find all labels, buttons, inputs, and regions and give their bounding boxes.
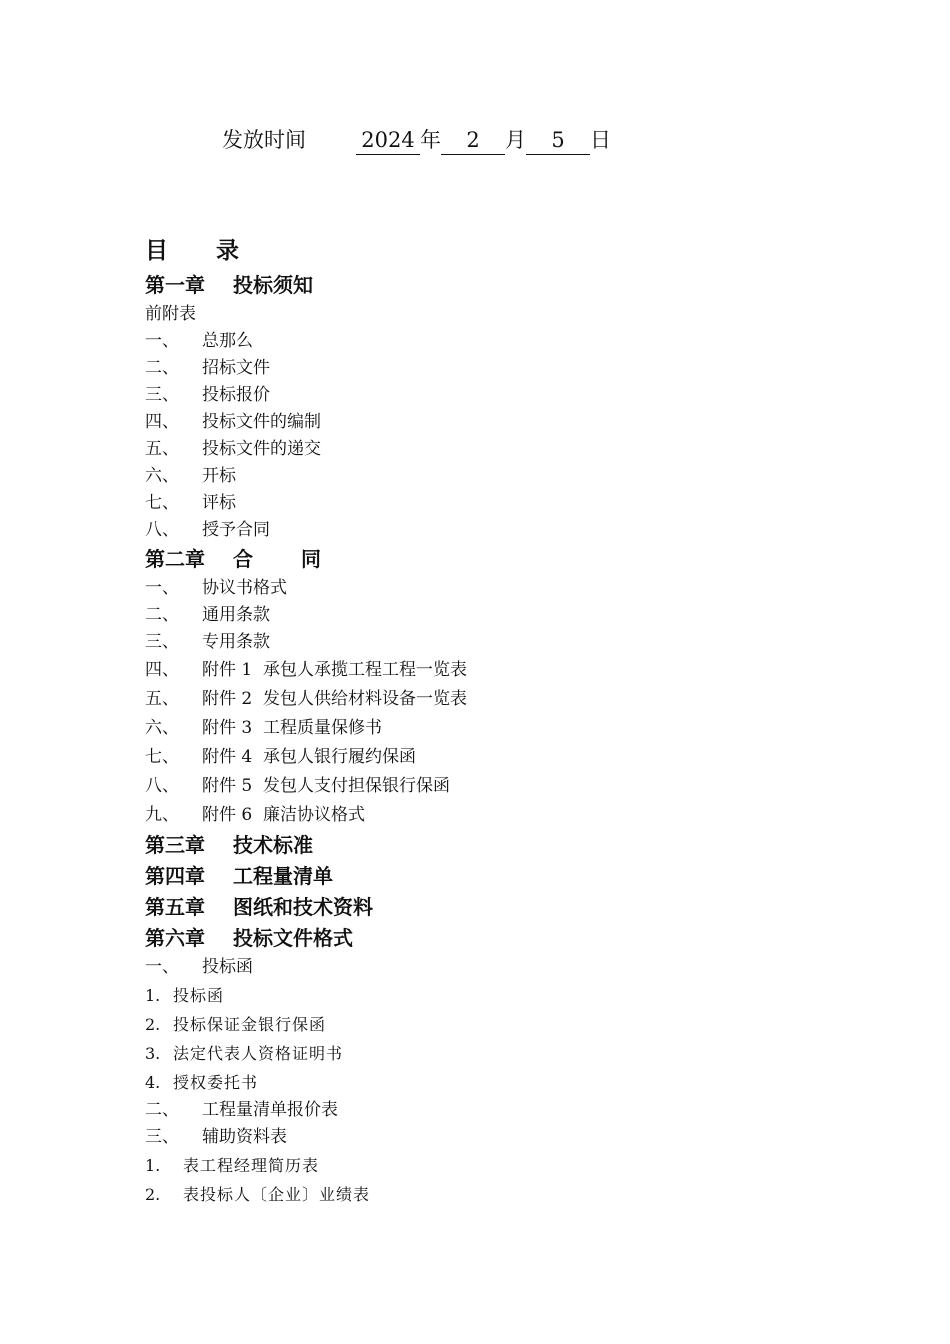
issue-year-unit: 年 xyxy=(420,128,441,152)
issue-day: 5 xyxy=(526,126,590,155)
issue-date-line xyxy=(222,124,611,155)
toc-title: 目 录 xyxy=(145,238,239,264)
issue-month: 2 xyxy=(441,126,505,155)
toc-item: 二、 通用条款 xyxy=(145,605,270,625)
toc-subitem: 3. 法定代表人资格证明书 xyxy=(145,1044,344,1063)
chapter-5-heading: 第五章 图纸和技术资料 xyxy=(145,895,373,919)
toc-item: 二、 工程量清单报价表 xyxy=(145,1100,338,1120)
toc-attachment-item: 七、 附件 4 承包人银行履约保函 xyxy=(145,747,416,767)
table-of-contents xyxy=(145,232,467,1209)
chapter-3-heading: 第三章 技术标准 xyxy=(145,833,313,857)
toc-attachment-item: 五、 附件 2 发包人供给材料设备一览表 xyxy=(145,689,467,709)
toc-item: 七、 评标 xyxy=(145,493,236,513)
toc-item: 六、 开标 xyxy=(145,466,236,486)
issue-date-label: 发放时间 xyxy=(222,128,306,152)
toc-subitem: 1. 投标函 xyxy=(145,986,225,1005)
chapter-1-heading: 第一章 投标须知 xyxy=(145,273,313,297)
toc-item: 一、 总那么 xyxy=(145,331,253,351)
toc-item: 八、 授予合同 xyxy=(145,520,270,540)
toc-attachment-item: 八、 附件 5 发包人支付担保银行保函 xyxy=(145,776,450,796)
toc-item: 三、 专用条款 xyxy=(145,632,270,652)
toc-subitem: 4. 授权委托书 xyxy=(145,1073,259,1092)
toc-subitem: 2. 表投标人〔企业〕业绩表 xyxy=(145,1185,371,1204)
chapter-4-heading: 第四章 工程量清单 xyxy=(145,864,333,888)
toc-subitem: 1. 表工程经理简历表 xyxy=(145,1156,320,1175)
toc-subitem: 2. 投标保证金银行保函 xyxy=(145,1015,327,1034)
issue-day-unit: 日 xyxy=(590,128,611,152)
issue-month-unit: 月 xyxy=(505,128,526,152)
toc-attachment-item: 六、 附件 3 工程质量保修书 xyxy=(145,718,382,738)
toc-item: 五、 投标文件的递交 xyxy=(145,439,321,459)
chapter-2-heading: 第二章 合 同 xyxy=(145,547,321,571)
toc-item: 三、 辅助资料表 xyxy=(145,1127,287,1147)
chapter-6-heading: 第六章 投标文件格式 xyxy=(145,926,353,950)
toc-item: 四、 投标文件的编制 xyxy=(145,412,321,432)
toc-item: 一、 协议书格式 xyxy=(145,578,287,598)
toc-item: 三、 投标报价 xyxy=(145,385,270,405)
toc-item: 二、 招标文件 xyxy=(145,358,270,378)
issue-year: 2024 xyxy=(356,126,420,155)
toc-item: 一、 投标函 xyxy=(145,957,253,977)
toc-attachment-item: 四、 附件 1 承包人承揽工程工程一览表 xyxy=(145,660,467,680)
toc-attachment-item: 九、 附件 6 廉洁协议格式 xyxy=(145,805,365,825)
chapter-1-pre-table: 前附表 xyxy=(145,304,196,324)
